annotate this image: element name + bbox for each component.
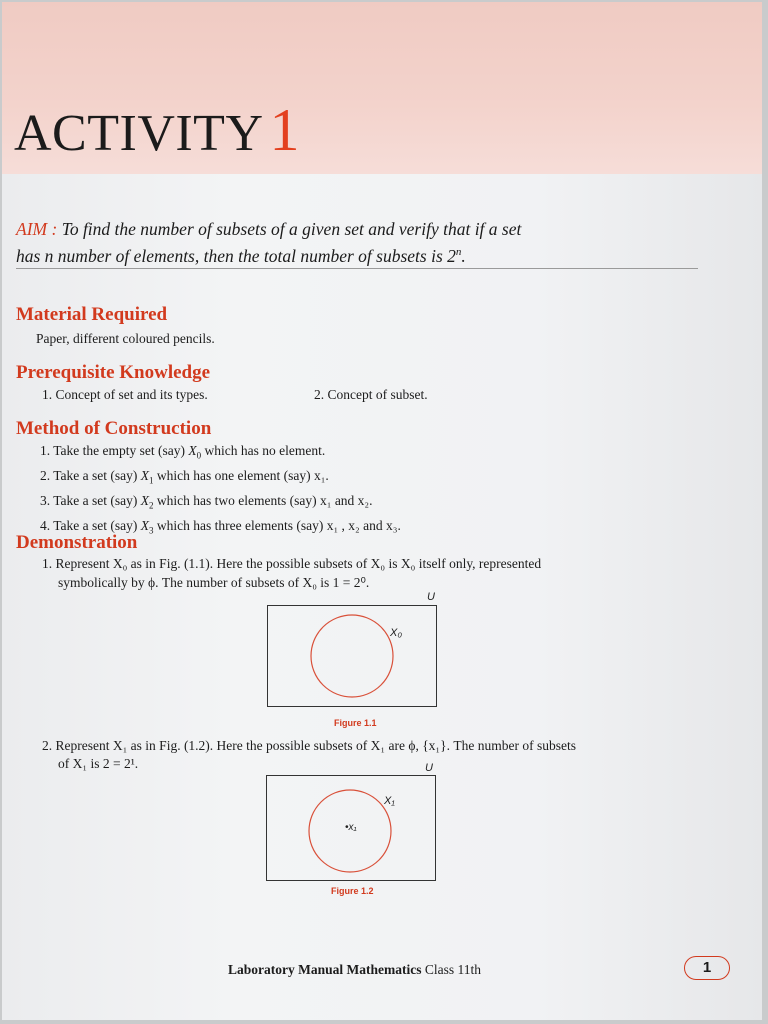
material-heading: Material Required [16, 304, 168, 325]
universe-rectangle [268, 606, 437, 707]
activity-heading [14, 97, 301, 163]
aim-line2: has n number of elements, then the total number of subsets is 2 [16, 245, 456, 266]
demo-item-1-line1: 1. Represent X₀ as in Fig. (1.1). Here the possible subsets of X₀ is X₀ itself only, represented [42, 556, 542, 571]
prerequisite-item-1: 1. Concept of set and its types. [42, 387, 208, 402]
figure-1-set-label: X₀ [390, 627, 402, 639]
demonstration-heading: Demonstration [16, 532, 138, 553]
prerequisite-heading: Prerequisite Knowledge [16, 362, 211, 383]
figure-1-universe-label: U [427, 591, 435, 603]
demo-item-2-line1: 2. Represent X₁ as in Fig. (1.2). Here the possible subsets of X₁ are ϕ, {x₁}. The number of subsets [42, 738, 576, 753]
book-title: Laboratory Manual Mathematics [228, 962, 422, 977]
class-label: Class 11th [424, 962, 481, 977]
prerequisite-item-2: 2. Concept of subset. [314, 387, 428, 402]
aim-label: AIM : [16, 219, 58, 239]
method-heading: Method of Construction [16, 418, 212, 439]
aim-line2-end: . [461, 245, 466, 266]
activity-number: 1 [269, 97, 301, 163]
figure-1-1 [267, 605, 437, 707]
aim-line1: To find the number of subsets of a given set and verify that if a set [61, 219, 522, 239]
aim-exponent: n [455, 246, 462, 258]
page-number: 1 [684, 956, 730, 980]
figure-1-caption: Figure 1.1 [334, 718, 377, 728]
demo-item-2-line2: of X₁ is 2 = 2¹. [58, 756, 139, 771]
set-circle [311, 615, 393, 697]
method-item: 3. Take a set (say) $X_2$ which has two elements (say) x₁ and x₂. [40, 492, 373, 511]
venn-diagram-1 [267, 605, 437, 707]
activity-word: ACTIVITY [14, 105, 264, 162]
figure-2-element: •x₁ [345, 822, 357, 833]
figure-2-universe-label: U [425, 762, 433, 774]
demo-item-1-line2: symbolically by ϕ. The number of subsets of X₀ is 1 = 2⁰. [58, 575, 370, 590]
aim-divider [16, 268, 698, 269]
method-item: 1. Take the empty set (say) $X_0$ which has no element. [40, 443, 326, 461]
figure-2-set-label: X₁ [384, 795, 395, 807]
method-item: 2. Take a set (say) $X_1$ which has one element (say) x₁. [40, 467, 329, 486]
material-text: Paper, different coloured pencils. [36, 331, 215, 346]
footer-title [228, 962, 481, 978]
method-item: 4. Take a set (say) $X_3$ which has three elements (say) x₁ , x₂ and x₃. [40, 517, 401, 536]
figure-2-caption: Figure 1.2 [331, 886, 374, 896]
page [2, 2, 762, 1020]
aim-statement [16, 218, 656, 268]
method-list [40, 441, 401, 541]
